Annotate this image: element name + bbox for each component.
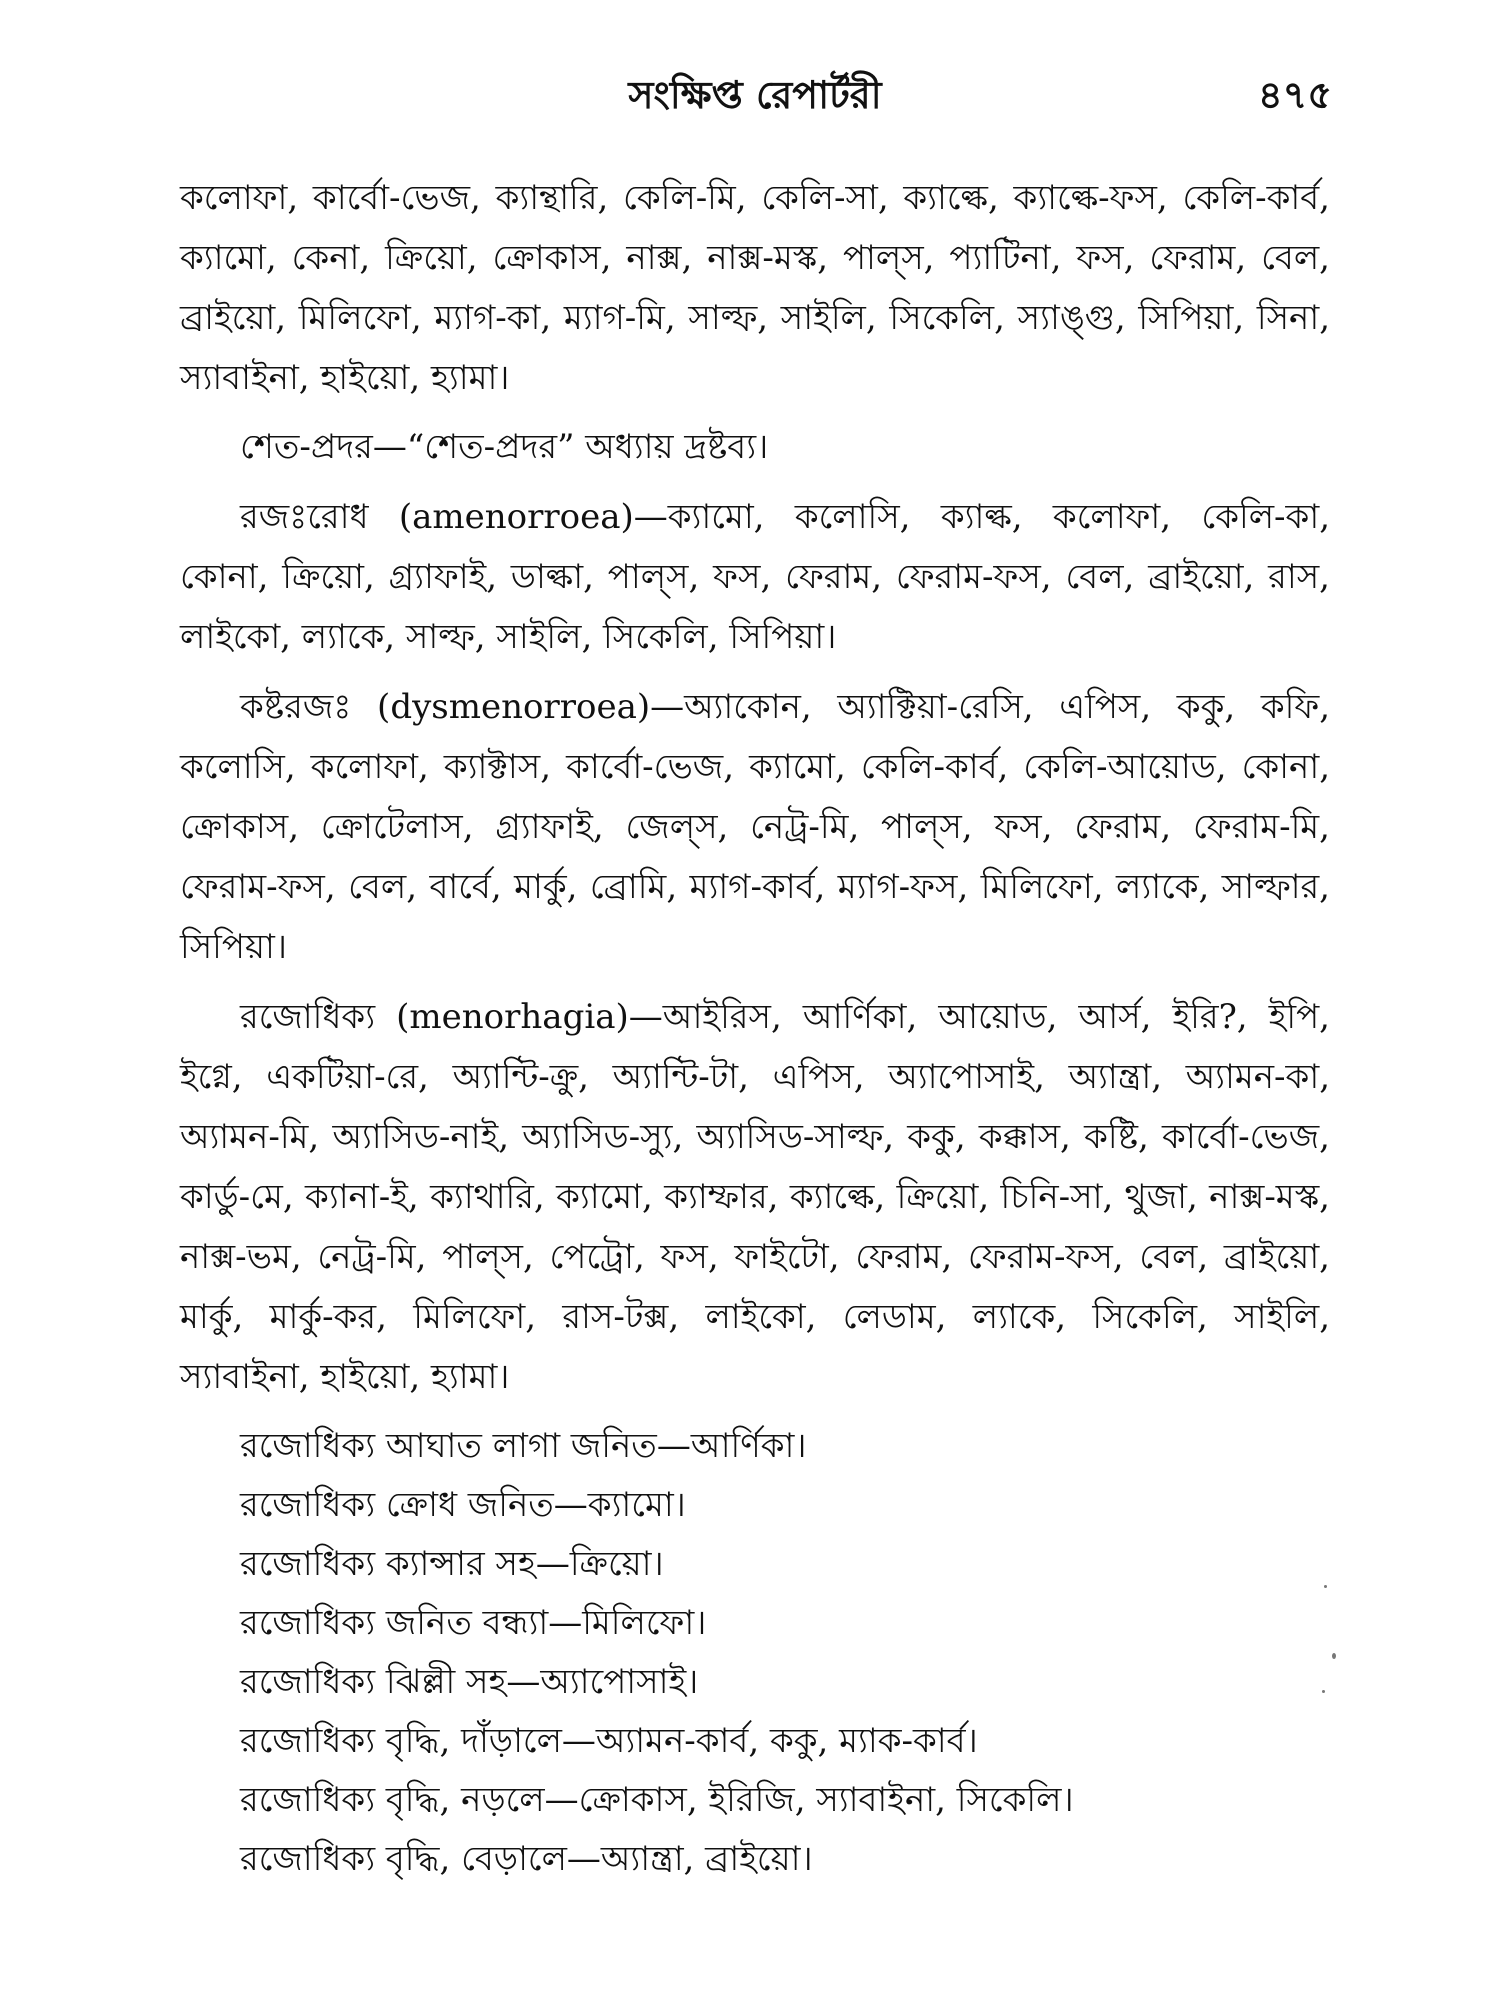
paragraph-continued: কলোফা, কার্বো-ভেজ, ক্যান্থারি, কেলি-মি, কেলি-সা, ক্যাল্কে, ক্যাল্কে-ফস, কেলি-কার্ব, ক্যামো, কেনা, ক্রিয়ো, ক্রোকাস, নাক্স, নাক্স-মস্ক, পাল্স, প্যাটিনা, ফস, ফেরাম, বেল, ব্রাইয়ো, মিলিফো, ম্যাগ-কা, ম্যাগ-মি, সাল্ফ, সাইলি, সিকেলি, স্যাঙ্গু, সিপিয়া, সিনা, স্যাবাইনা, হাইয়ো, হ্যামা। [180, 178, 1330, 398]
scan-speck [1324, 1585, 1327, 1588]
paragraph-dysmenorrhoea: কষ্টরজঃ (dysmenorroea)—অ্যাকোন, অ্যাক্টিয়া-রেসি, এপিস, ককু, কফি, কলোসি, কলোফা, ক্যাক্টাস, কার্বো-ভেজ, ক্যামো, কেলি-কার্ব, কেলি-আয়োড, কোনা, ক্রোকাস, ক্রোটেলাস, গ্র্যাফাই, জেল্স, নেট্র-মি, পাল্স, ফস, ফেরাম, ফেরাম-মি, ফেরাম-ফস, বেল, বার্বে, মার্কু, ব্রোমি, ম্যাগ-কার্ব, ম্যাগ-ফস, মিলিফো, ল্যাকে, সাল্ফার, সিপিয়া। [180, 687, 1330, 967]
entry-line: রজোধিক্য ক্যান্সার সহ—ক্রিয়ো। [240, 1544, 664, 1584]
entry-line: রজোধিক্য বৃদ্ধি, বেড়ালে—অ্যান্ত্রা, ব্রাইয়ো। [240, 1839, 813, 1879]
body-text [180, 168, 1330, 1889]
paragraph-leucorrhoea: শেত-প্রদর—“শেত-প্রদর” অধ্যায় দ্রষ্টব্য। [240, 427, 769, 467]
entry-line: রজোধিক্য বৃদ্ধি, দাঁড়ালে—অ্যামন-কার্ব, ককু, ম্যাক-কার্ব। [240, 1721, 978, 1761]
book-page [180, 60, 1330, 1940]
scan-speck [1322, 1690, 1325, 1693]
entry-line: রজোধিক্য ক্রোধ জনিত—ক্যামো। [240, 1485, 686, 1525]
paragraph-menorrhagia: রজোধিক্য (menorhagia)—আইরিস, আর্ণিকা, আয়োড, আর্স, ইরি?, ইপি, ইগ্নে, একটিয়া-রে, অ্যান্টি-ক্রু, অ্যান্টি-টা, এপিস, অ্যাপোসাই, অ্যান্ত্রা, অ্যামন-কা, অ্যামন-মি, অ্যাসিড-নাই, অ্যাসিড-স্যু, অ্যাসিড-সাল্ফ, ককু, কক্কাস, কষ্টি, কার্বো-ভেজ, কার্ডু-মে, ক্যানা-ই, ক্যাথারি, ক্যামো, ক্যাম্ফার, ক্যাল্কে, ক্রিয়ো, চিনি-সা, থুজা, নাক্স-মস্ক, নাক্স-ভম, নেট্র-মি, পাল্স, পেট্রো, ফস, ফাইটো, ফেরাম, ফেরাম-ফস, বেল, ব্রাইয়ো, মার্কু, মার্কু-কর, মিলিফো, রাস-টক্স, লাইকো, লেডাম, ল্যাকে, সিকেলি, সাইলি, স্যাবাইনা, হাইয়ো, হ্যামা। [180, 997, 1330, 1397]
entry-line: রজোধিক্য আঘাত লাগা জনিত—আর্ণিকা। [240, 1426, 807, 1466]
running-title: সংক্ষিপ্ত রেপার্টরী [628, 72, 882, 117]
page-number: ৪৭৫ [1257, 72, 1332, 117]
entry-line: রজোধিক্য ঝিল্লী সহ—অ্যাপোসাই। [240, 1662, 699, 1702]
entry-line: রজোধিক্য জনিত বন্ধ্যা—মিলিফো। [240, 1603, 707, 1643]
paragraph-amenorrhoea: রজঃরোধ (amenorroea)—ক্যামো, কলোসি, ক্যাল্ক, কলোফা, কেলি-কা, কোনা, ক্রিয়ো, গ্র্যাফাই, ডাল্কা, পাল্স, ফস, ফেরাম, ফেরাম-ফস, বেল, ব্রাইয়ো, রাস, লাইকো, ল্যাকে, সাল্ফ, সাইলি, সিকেলি, সিপিয়া। [180, 497, 1330, 657]
scan-specks [1320, 1585, 1340, 1705]
running-head [180, 60, 1330, 120]
entry-line: রজোধিক্য বৃদ্ধি, নড়লে—ক্রোকাস, ইরিজি, স্যাবাইনা, সিকেলি। [240, 1780, 1074, 1820]
scan-speck [1332, 1653, 1336, 1659]
